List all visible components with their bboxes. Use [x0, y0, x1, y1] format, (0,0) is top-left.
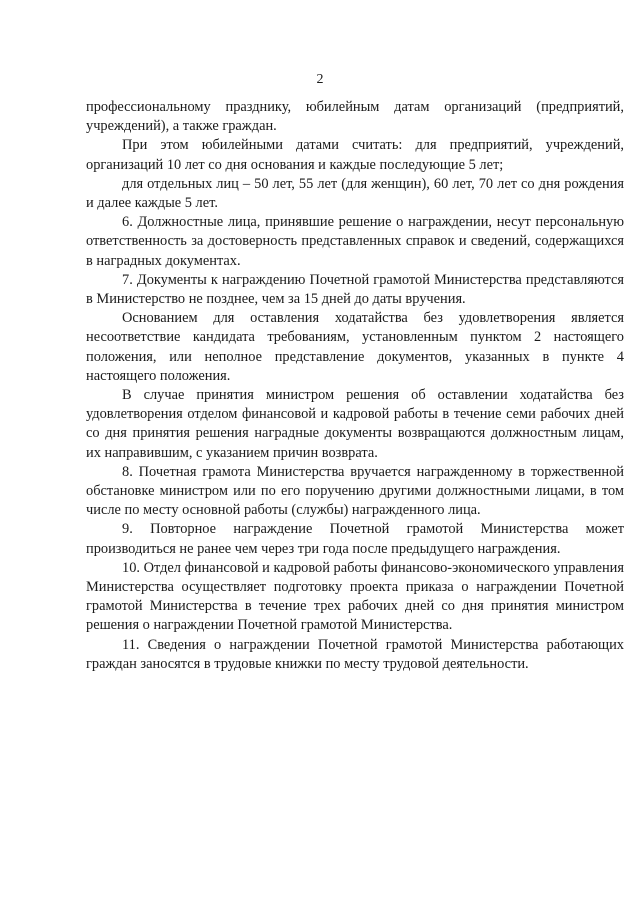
paragraph-item-10: 10. Отдел финансовой и кадровой работы финансово-экономического управления Министерства осуществляет подготовку проекта приказа о награждении Почетной грамотой Министерства в течение трех рабочих дней со дня принятия министром решения о награждении Почетной грамотой Министерства. [86, 559, 624, 634]
paragraph-item-9: 9. Повторное награждение Почетной грамотой Министерства может производиться не ранее чем через три года после предыдущего награждения. [86, 521, 624, 557]
paragraph-rejection-procedure: В случае принятия министром решения об оставлении ходатайства без удовлетворения отделом финансовой и кадровой работы в течение семи рабочих дней со дня принятия решения наградные документы возвращаются должностным лицам, их направившим, с указанием причин возврата. [86, 387, 624, 461]
paragraph-rejection-grounds: Основанием для оставления ходатайства без удовлетворения является несоответствие кандидата требованиям, установленным пунктом 2 настоящего положения, или неполное представление документов, указанных в пункте 4 настоящего положения. [86, 310, 624, 384]
paragraph-item-6: 6. Должностные лица, принявшие решение о награждении, несут персональную ответственность за достоверность представленных справок и сведений, содержащихся в наградных документах. [86, 214, 624, 269]
page-number: 2 [316, 72, 324, 87]
paragraph-item-7: 7. Документы к награждению Почетной грамотой Министерства представляются в Министерство не позднее, чем за 15 дней до даты вручения. [86, 271, 624, 308]
paragraph-jubilee-persons: для отдельных лиц – 50 лет, 55 лет (для женщин), 60 лет, 70 лет со дня рождения и далее каждые 5 лет. [86, 175, 624, 212]
paragraph-jubilee-organizations: При этом юбилейными датами считать: для предприятий, учреждений, организаций 10 лет со дня основания и каждые последующие 5 лет; [86, 137, 624, 173]
document-body [86, 98, 624, 674]
paragraph-continuation: профессиональному празднику, юбилейным датам организаций (предприятий, учреждений), а также граждан. [86, 99, 624, 135]
paragraph-item-8: 8. Почетная грамота Министерства вручается награжденному в торжественной обстановке министром или по его поручению другими должностными лицами, в том числе по месту основной работы (службы) награжденного лица. [86, 463, 624, 519]
paragraph-item-11: 11. Сведения о награждении Почетной грамотой Министерства работающих граждан заносятся в трудовые книжки по месту трудовой деятельности. [86, 636, 624, 672]
